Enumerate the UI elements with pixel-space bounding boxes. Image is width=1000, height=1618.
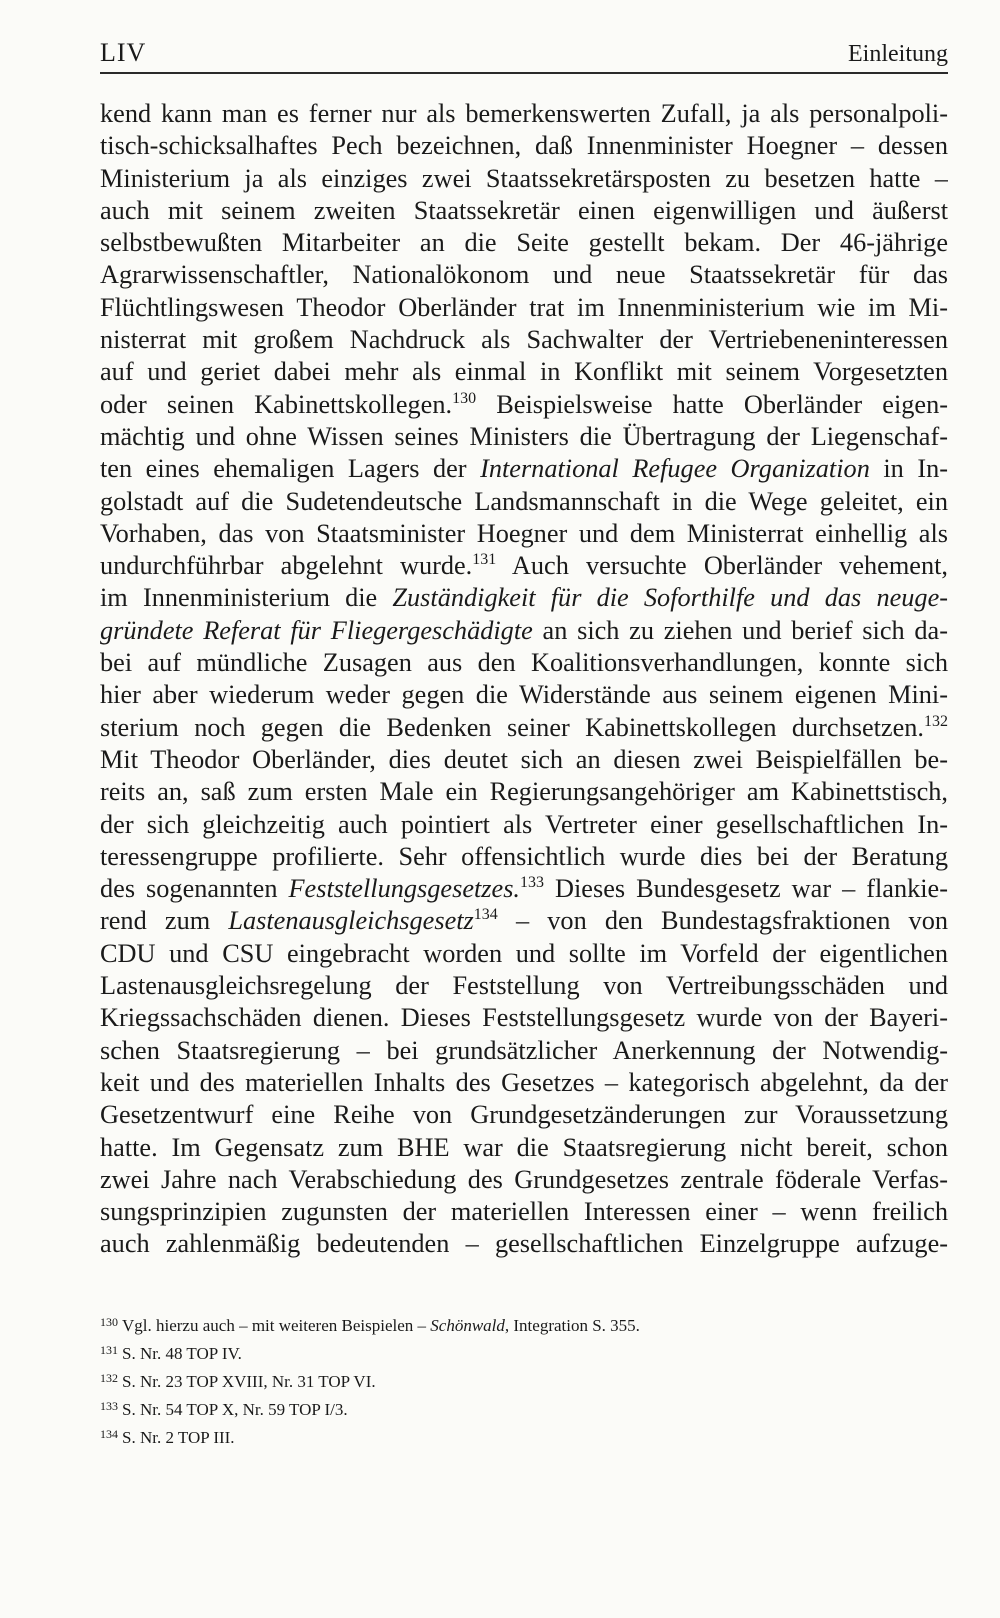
text-segment: oder seinen Kabinettskollegen.: [100, 389, 453, 419]
text-segment: sterium noch gegen die Bedenken seiner Kabinettskollegen durchsetzen.: [100, 712, 924, 742]
text-line: keit und des materiellen Inhalts des Gesetzes – kategorisch abgelehnt, da der: [100, 1067, 948, 1097]
text-line: [100, 615, 948, 647]
text-segment: des sogenannten: [100, 874, 289, 904]
text-line: zwei Jahre nach Verabschiedung des Grundgesetzes zentrale föderale Verfas-: [100, 1164, 948, 1194]
footnote-number: 133: [100, 1399, 118, 1413]
footnote-text: Vgl. hierzu auch – mit weiteren Beispielen –: [122, 1316, 431, 1335]
footnote-text: S. Nr. 48 TOP IV.: [122, 1344, 242, 1363]
text-line: CDU und CSU eingebracht worden und sollte im Vorfeld der eigentlichen: [100, 938, 948, 968]
text-line: Ministerium ja als einziges zwei Staatssekretärsposten zu besetzen hatte –: [100, 163, 948, 193]
text-line: [100, 873, 948, 905]
text-line: [100, 550, 948, 582]
text-line: der sich gleichzeitig auch pointiert als Vertreter einer gesellschaftlichen In-: [100, 809, 948, 839]
text-line: kend kann man es ferner nur als bemerkenswerten Zufall, ja als personalpoli-: [100, 99, 948, 128]
text-line: Flüchtlingswesen Theodor Oberländer trat im Innenministerium wie im Mi-: [100, 292, 948, 322]
text-segment: an sich zu ziehen und berief sich da-: [532, 615, 948, 645]
italic-text: gründete Referat für Fliegergeschädigte: [100, 615, 533, 645]
footnote-ref: 134: [473, 906, 498, 924]
text-line: hier aber wiederum weder gegen die Widerstände aus seinem eigenen Mini-: [100, 680, 948, 710]
footnote-number: 131: [100, 1343, 118, 1357]
footnote-text: S. Nr. 23 TOP XVIII, Nr. 31 TOP VI.: [122, 1372, 376, 1391]
text-line: selbstbewußten Mitarbeiter an die Seite gestellt bekam. Der 46-jährige: [100, 228, 948, 258]
footnote-number: 130: [100, 1315, 118, 1329]
footnote-132: [100, 1366, 948, 1394]
footnote-ref: 132: [924, 712, 948, 730]
text-segment: undurchführbar abgelehnt wurde.: [100, 551, 473, 581]
text-segment: Dieses Bundesgesetz war – flankie-: [544, 874, 948, 904]
italic-text: International Refugee Organization: [480, 454, 870, 484]
text-line: golstadt auf die Sudetendeutsche Landsmannschaft in die Wege geleitet, ein: [100, 486, 948, 516]
footnote-ref: 130: [452, 389, 477, 407]
text-line: auf und geriet dabei mehr als einmal in Konflikt mit seinem Vorgesetzten: [100, 357, 948, 387]
page-number: LIV: [100, 38, 147, 67]
text-line: hatte. Im Gegensatz zum BHE war die Staatsregierung nicht bereit, schon: [100, 1132, 948, 1162]
text-line: mächtig und ohne Wissen seines Ministers die Übertragung der Liegenschaf-: [100, 421, 948, 451]
text-segment: ten eines ehemaligen Lagers der: [100, 454, 481, 484]
text-line: Kriegssachschäden dienen. Dieses Feststellungsgesetz wurde von der Bayeri-: [100, 1003, 948, 1033]
footnote-italic: Schönwald: [430, 1316, 505, 1335]
text-line: [100, 453, 948, 485]
italic-text: Feststellungsgesetzes.: [288, 874, 521, 904]
text-segment: – von den Bundestagsfraktionen von: [497, 906, 948, 936]
footnote-ref: 131: [472, 551, 497, 569]
header-rule: [100, 72, 948, 74]
text-line: nisterrat mit großem Nachdruck als Sachwalter der Vertriebeneninteressen: [100, 325, 948, 355]
italic-text: Lastenausgleichsgesetz: [228, 906, 474, 936]
text-line: Agrarwissenschaftler, Nationalökonom und neue Staatssekretär für das: [100, 260, 948, 290]
text-line: teressengruppe profilierte. Sehr offensichtlich wurde dies bei der Beratung: [100, 841, 948, 871]
footnote-130: [100, 1310, 948, 1338]
text-line: bei auf mündliche Zusagen aus den Koalitionsverhandlungen, konnte sich: [100, 648, 948, 678]
text-line: sungsprinzipien zugunsten der materiellen Interessen einer – wenn freilich: [100, 1197, 948, 1227]
text-line: [100, 712, 948, 744]
text-line: Mit Theodor Oberländer, dies deutet sich an diesen zwei Beispielfällen be-: [100, 744, 948, 774]
footnote-131: [100, 1338, 948, 1366]
page-header: [100, 38, 948, 68]
text-line: Vorhaben, das von Staatsminister Hoegner und dem Ministerrat einhellig als: [100, 518, 948, 548]
footnote-number: 134: [100, 1427, 118, 1441]
text-segment: rend zum: [100, 906, 229, 936]
footnotes: [100, 1310, 948, 1450]
text-line: [100, 389, 948, 421]
text-segment: in In-: [869, 454, 948, 484]
footnote-134: [100, 1422, 948, 1450]
footnote-ref: 133: [520, 874, 545, 892]
text-line: auch mit seinem zweiten Staatssekretär einen eigenwilligen und äußerst: [100, 195, 948, 225]
footnote-133: [100, 1394, 948, 1422]
text-line: Lastenausgleichsregelung der Feststellung von Vertreibungsschäden und: [100, 971, 948, 1001]
text-line: [100, 582, 948, 614]
text-line: [100, 905, 948, 937]
text-line: reits an, saß zum ersten Male ein Regierungsangehöriger am Kabinettstisch,: [100, 777, 948, 807]
text-line: tisch-schicksalhaftes Pech bezeichnen, daß Innenminister Hoegner – dessen: [100, 131, 948, 161]
footnote-text: S. Nr. 54 TOP X, Nr. 59 TOP I/3.: [122, 1400, 348, 1419]
text-line: Gesetzentwurf eine Reihe von Grundgesetzänderungen zur Voraussetzung: [100, 1100, 948, 1130]
text-line: schen Staatsregierung – bei grundsätzlicher Anerkennung der Notwendig-: [100, 1035, 948, 1065]
text-segment: Beispielsweise hatte Oberländer eigen-: [476, 389, 948, 419]
footnote-text: , Integration S. 355.: [504, 1316, 640, 1335]
footnote-text: S. Nr. 2 TOP III.: [122, 1428, 235, 1447]
text-line: auch zahlenmäßig bedeutenden – gesellschaftlichen Einzelgruppe aufzuge-: [100, 1229, 948, 1259]
text-segment: Auch versuchte Oberländer vehement,: [496, 551, 948, 581]
italic-text: Zuständigkeit für die Soforthilfe und das neuge-: [392, 583, 948, 613]
running-head: Einleitung: [848, 41, 948, 67]
text-segment: im Innenministerium die: [100, 583, 393, 613]
footnote-number: 132: [100, 1371, 118, 1385]
body-text: [100, 98, 948, 1261]
